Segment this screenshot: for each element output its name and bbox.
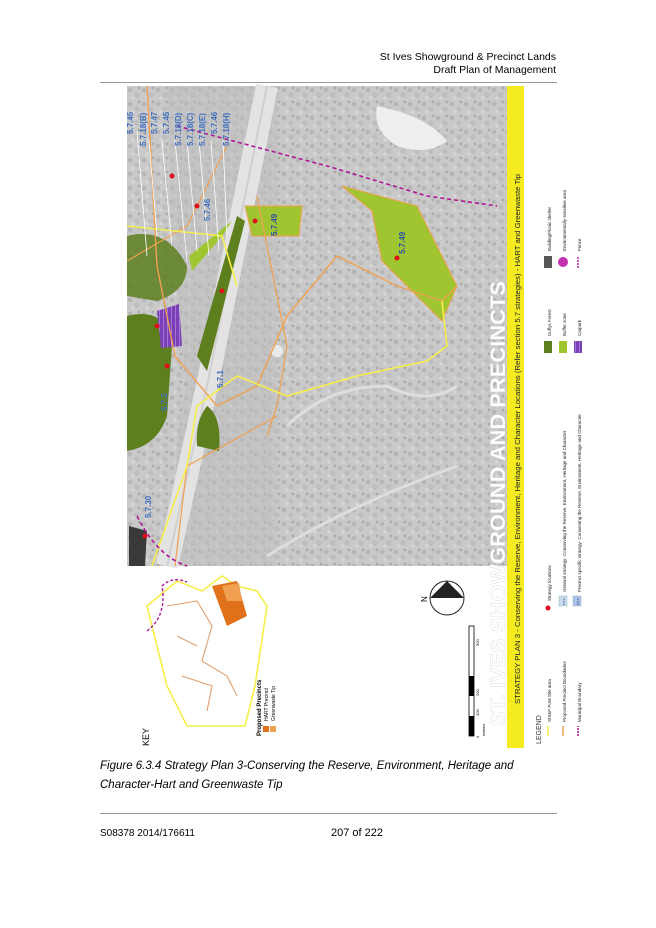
scale-unit: metres	[481, 723, 486, 736]
key-inset	[141, 576, 277, 746]
label-5-7-46: 5.7.46	[203, 198, 212, 221]
map-title: ST. IVES SHOWGROUND AND PRECINCTS	[487, 299, 510, 726]
header-title: St Ives Showground & Precinct Lands	[379, 51, 556, 63]
legend-precinct-boundaries: Proposed Precinct Boundaries	[562, 661, 567, 722]
label-5-7-49-a: 5.7.49	[270, 213, 279, 236]
label-5-7-47: 5.7.47	[150, 111, 159, 134]
strategy-plan-map	[126, 86, 582, 748]
legend	[536, 189, 582, 744]
legend-municipal: Municipal Boundary	[577, 682, 582, 722]
legend-strategy-locations: Strategy locations	[547, 565, 552, 601]
label-5-7-1: 5.7.1	[216, 370, 225, 388]
key-label: KEY	[141, 727, 151, 746]
header-rule	[100, 82, 557, 83]
legend-general-swatch: 5.5.6	[562, 598, 566, 605]
legend-label: LEGEND	[536, 715, 543, 744]
legend-sensitive-area: Environmentally sensitive area	[562, 189, 567, 251]
legend-precinct-strategy: Precinct specific strategy- Conserving the Reserve, Environment, Heritage and Character	[577, 414, 582, 592]
legend-fence: Fence	[577, 238, 582, 251]
north-label: N	[420, 596, 429, 602]
header-subtitle: Draft Plan of Management	[433, 64, 556, 76]
scale-label-500: 500	[475, 639, 480, 646]
scale-label-100: 100	[475, 709, 480, 716]
label-5-7-18h: 5.7.18(H)	[222, 112, 231, 146]
legend-carpark: Carpark	[577, 319, 582, 336]
label-5-7-30: 5.7.30	[144, 495, 153, 518]
label-5-7-18e: 5.7.18(E)	[198, 113, 207, 146]
legend-site-area: SIS&P PoM Site area	[547, 679, 552, 722]
label-5-7-49-b: 5.7.49	[398, 231, 407, 254]
footer-page-number: 207 of 222	[331, 827, 383, 839]
precinct-hart: HART Precinct	[264, 688, 270, 721]
label-5-7-18c: 5.7.18(C)	[186, 112, 195, 146]
map-subtitle: STRATEGY PLAN 3 - Conserving the Reserve, Environment, Heritage and Character Locations (Refer section 5.7 strategies) - HART and Greenwaste Tip	[515, 226, 522, 704]
precinct-greenwaste: Greenwaste Tip	[271, 685, 277, 721]
north-arrow	[420, 581, 464, 615]
proposed-precincts-title: Proposed Precincts	[257, 679, 263, 736]
label-5-7-18d: 5.7.18(D)	[174, 112, 183, 146]
label-5-7-2: 5.7.2	[160, 393, 169, 411]
label-5-7-18b: 5.7.18(B)	[139, 112, 148, 146]
page-header	[380, 51, 556, 77]
label-5-7-45-b: 5.7.45	[162, 111, 171, 134]
scale-label-0: 0	[475, 735, 480, 738]
scale-label-200: 200	[475, 689, 480, 696]
label-5-7-46-top: 5.7.46	[210, 111, 219, 134]
label-5-7-45-a: 5.7.45	[126, 111, 135, 134]
footer-doc-ref: S08378 2014/176611	[100, 828, 195, 839]
legend-duffys-forest: Duffys Forest	[547, 309, 552, 336]
scale-bar	[469, 626, 486, 738]
legend-buffer-zone: Buffer zone	[562, 313, 567, 336]
footer-rule	[100, 813, 557, 814]
figure-caption: Figure 6.3.4 Strategy Plan 3-Conserving the Reserve, Environment, Heritage and Character-Hart and Greenwaste Tip	[100, 760, 514, 791]
legend-building: Building/Picnic shelter	[547, 206, 552, 251]
legend-precinct-swatch: 5.5.6	[576, 598, 580, 605]
legend-general-strategy: General strategy- Conserving the Reserve, Environment, Heritage and Character	[562, 430, 567, 592]
